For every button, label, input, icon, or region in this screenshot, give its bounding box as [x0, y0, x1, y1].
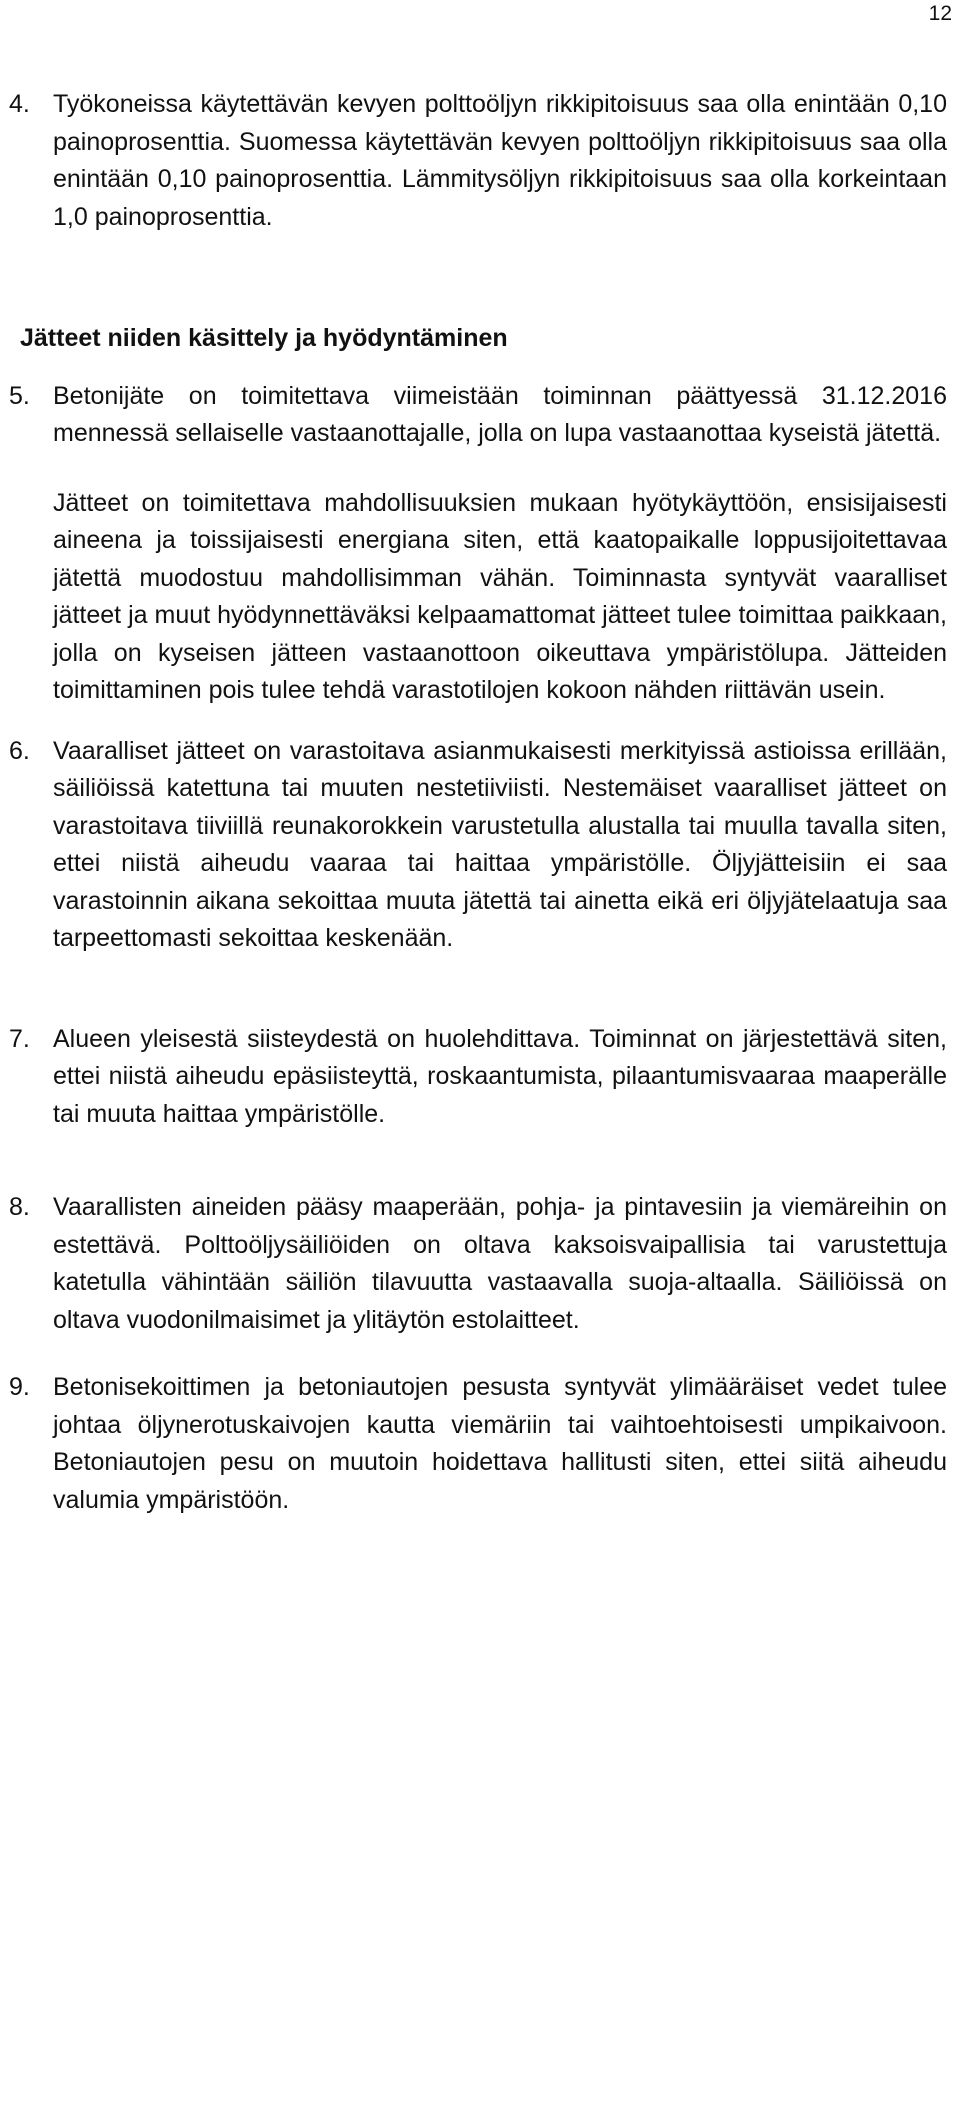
item-number: 8.	[9, 1193, 30, 1221]
page-number: 12	[928, 2, 952, 25]
item-number: 6.	[9, 736, 30, 765]
list-item-4	[0, 86, 947, 236]
section-heading: Jätteet niiden käsittely ja hyödyntäminen	[20, 324, 508, 352]
list-item-6	[0, 733, 947, 958]
item-number: 5.	[9, 381, 30, 410]
list-item-5	[0, 378, 947, 453]
list-item-8	[0, 1189, 947, 1339]
document-body	[0, 86, 960, 1519]
item-text: Betonijäte on toimitettava viimeistään toiminnan päättyessä 31.12.2016 mennessä sellaiselle vastaanottajalle, jolla on lupa vastaanottaa kyseistä jätettä.	[53, 381, 947, 447]
item-number: 9.	[9, 1373, 30, 1401]
item-text: Alueen yleisestä siisteydestä on huolehdittava. Toiminnat on järjestettävä siten, ettei niistä aiheudu epäsiisteyttä, roskaantumista, pilaantumisvaaraa maaperälle tai muuta haittaa ympäristölle.	[53, 1024, 947, 1128]
item-number: 4.	[9, 90, 30, 118]
item-text: Vaarallisten aineiden pääsy maaperään, pohja- ja pintavesiin ja viemäreihin on estettävä. Polttoöljysäiliöiden on oltava kaksoisvaipallisia tai varustettuja katetulla vähintään säiliön tilavuutta vastaavalla suoja-altaalla. Säiliöissä on oltava vuodonilmaisimet ja ylitäytön estolaitteet.	[53, 1193, 947, 1334]
list-item-9	[0, 1369, 947, 1519]
item-text: Vaaralliset jätteet on varastoitava asianmukaisesti merkityissä astioissa erillään, säiliöissä katettuna tai muuten nestetiiviisti. Nestemäiset vaaralliset jätteet on varastoitava tiiviillä reunakorokkein varustetulla alustalla tai muulla tavalla siten, ettei niistä aiheudu vaaraa tai haittaa ympäristölle. Öljyjätteisiin ei saa varastoinnin aikana sekoittaa muuta jätettä tai ainetta eikä eri öljyjätelaatuja saa tarpeettomasti sekoittaa keskenään.	[53, 736, 947, 952]
item-text: Betonisekoittimen ja betoniautojen pesusta syntyvät ylimääräiset vedet tulee johtaa öljynerotuskaivojen kautta viemäriin tai vaihtoehtoisesti umpikaivoon. Betoniautojen pesu on muutoin hoidettava hallitusti siten, ettei siitä aiheudu valumia ympäristöön.	[53, 1373, 947, 1514]
item-number: 7.	[9, 1024, 30, 1053]
paragraph-waste-delivery: Jätteet on toimitettava mahdollisuuksien mukaan hyötykäyttöön, ensisijaisesti aineena ja toissijaisesti energiana siten, että kaatopaikalle loppusijoitettavaa jätettä muodostuu mahdollisimman vähän. Toiminnasta syntyvät vaaralliset jätteet ja muut hyödynnettäväksi kelpaamattomat jätteet tulee toimittaa paikkaan, jolla on kyseisen jätteen vastaanottoon oikeuttava ympäristölupa. Jätteiden toimittaminen pois tulee tehdä varastotilojen kokoon nähden riittävän usein.	[53, 488, 947, 704]
list-item-7	[0, 1021, 947, 1134]
item-text: Työkoneissa käytettävän kevyen polttoöljyn rikkipitoisuus saa olla enintään 0,10 painoprosenttia. Suomessa käytettävän kevyen polttoöljyn rikkipitoisuus saa olla enintään 0,10 painoprosenttia. Lämmitysöljyn rikkipitoisuus saa olla korkeintaan 1,0 painoprosenttia.	[53, 90, 947, 231]
